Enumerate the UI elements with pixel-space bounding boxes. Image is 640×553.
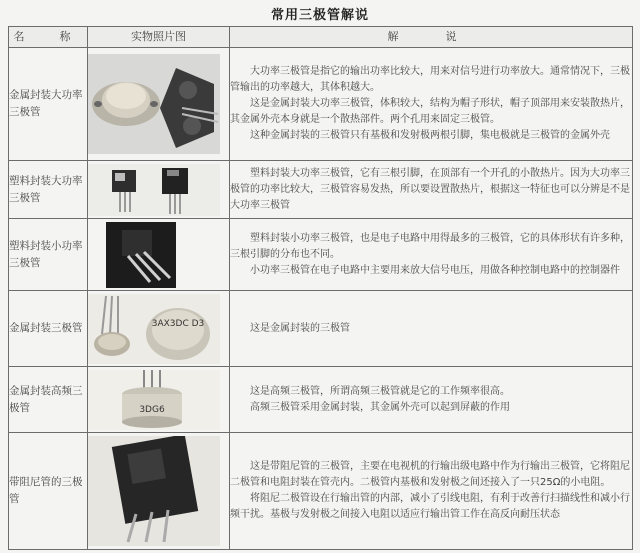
row-photo <box>88 219 230 291</box>
metal-power-transistor-photo-icon <box>88 54 220 154</box>
table-row <box>9 367 633 433</box>
row-name: 塑料封装小功率三极管 <box>9 219 88 291</box>
row-photo <box>88 48 230 161</box>
row-name: 带阻尼管的三极管 <box>9 433 88 550</box>
row-desc <box>230 291 633 367</box>
hf-transistor-photo-icon <box>88 370 220 430</box>
desc-paragraph: 小功率三极管在电子电路中主要用来放大信号电压，用做各种控制电路中的控制器件 <box>250 264 620 276</box>
desc-paragraph: 这是高频三极管，所谓高频三极管就是它的工作频率很高。 <box>250 385 510 397</box>
table-row <box>9 219 633 291</box>
damper-transistor-photo-icon <box>88 436 220 546</box>
desc-paragraph: 这是金属封装大功率三极管，体积较大，结构为帽子形状，帽子顶部用来安装散热片，其金属外壳本身就是一个散热部件。两个孔用来固定三极管。 <box>230 98 630 125</box>
metal-can-transistor-photo-icon <box>88 294 220 364</box>
plastic-power-transistor-photo-icon <box>88 164 220 216</box>
row-name: 金属封装大功率三极管 <box>9 48 88 161</box>
desc-paragraph: 这种金属封装的三极管只有基极和发射极两根引脚，集电极就是三极管的金属外壳 <box>250 130 610 141</box>
table-row <box>9 433 633 550</box>
desc-paragraph: 高频三极管采用金属封装，其金属外壳可以起到屏蔽的作用 <box>250 401 510 413</box>
header-row <box>9 27 633 48</box>
row-photo <box>88 161 230 219</box>
header-photo: 实物照片图 <box>88 27 230 48</box>
row-name: 金属封装三极管 <box>9 291 88 367</box>
header-desc: 解 说 <box>230 27 633 48</box>
plastic-small-transistor-photo-icon <box>88 222 220 288</box>
photo-label: 3DG6 <box>139 404 165 415</box>
desc-paragraph: 塑料封装小功率三极管，也是电子电路中用得最多的三极管，它的具体形状有许多种，三根引脚的分布也不同。 <box>230 232 630 260</box>
row-desc <box>230 367 633 433</box>
transistor-table <box>8 26 633 550</box>
row-photo <box>88 433 230 550</box>
desc-paragraph: 这是金属封装的三极管 <box>250 322 350 334</box>
row-desc <box>230 48 633 161</box>
desc-paragraph: 大功率三极管是指它的输出功率比较大，用来对信号进行功率放大。通常情况下，三极管输出的功率越大，其体积越大。 <box>230 66 630 93</box>
header-name: 名 称 <box>9 27 88 48</box>
row-name: 塑料封装大功率三极管 <box>9 161 88 219</box>
desc-paragraph: 塑料封装大功率三极管，它有三根引脚，在顶部有一个开孔的小散热片。因为大功率三极管的功率比较大，三极管容易发热，所以要设置散热片，根据这一特征也可以分辨是不是大功率三极管 <box>230 167 630 211</box>
table-row <box>9 48 633 161</box>
desc-paragraph: 这是带阻尼管的三极管，主要在电视机的行输出级电路中作为行输出三极管，它将阻尼二极管和电阻封装在管壳内。二极管内基极和发射极之间还接入了一只25Ω的小电阻。 <box>230 461 630 488</box>
photo-label: 3AX3DC D3 <box>151 318 205 329</box>
table-row <box>9 291 633 367</box>
row-desc <box>230 219 633 291</box>
page-title: 常用三极管解说 <box>270 8 369 23</box>
row-name: 金属封装高频三极管 <box>9 367 88 433</box>
row-desc <box>230 161 633 219</box>
row-photo <box>88 291 230 367</box>
table-row <box>9 161 633 219</box>
desc-paragraph: 将阻尼二极管设在行输出管的内部，减小了引线电阻，有利于改善行扫描线性和减小行频干扰。基极与发射极之间接入电阻以适应行输出管工作在高反向耐压状态 <box>230 493 630 520</box>
row-photo <box>88 367 230 433</box>
row-desc <box>230 433 633 550</box>
